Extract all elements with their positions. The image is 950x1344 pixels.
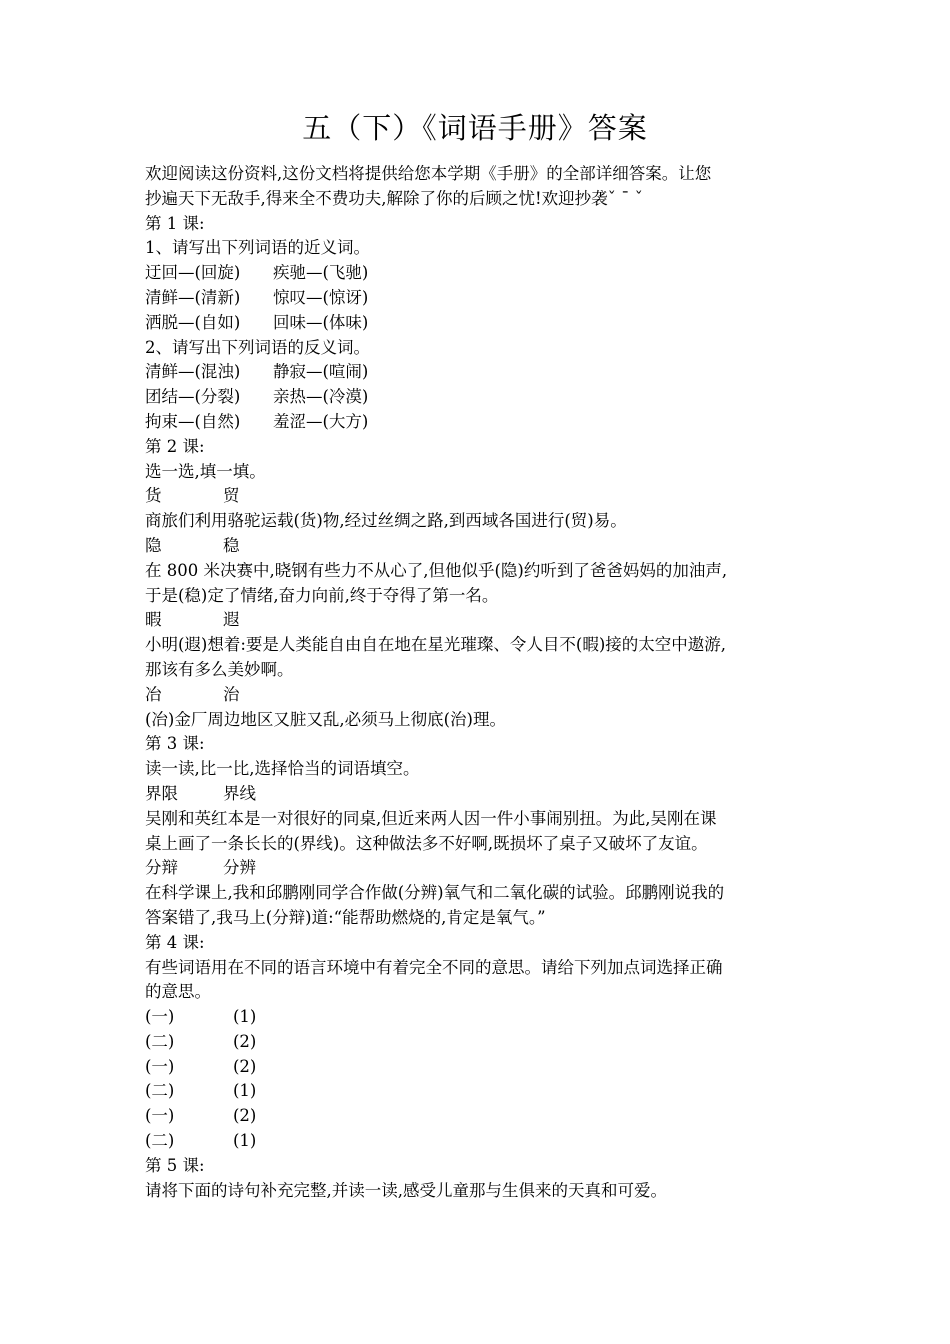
lesson-1-question-2: 2、请写出下列词语的反义词。 xyxy=(145,337,370,357)
lesson-2-instruction: 选一选,填一填。 xyxy=(145,461,266,481)
answer-choice: (2) xyxy=(233,1056,257,1076)
lesson-1-heading: 第 1 课: xyxy=(145,213,205,233)
lesson-4-instruction: 的意思。 xyxy=(145,982,211,1002)
antonym-pair: 羞涩—(大方) xyxy=(273,411,369,431)
answer-choice: (1) xyxy=(233,1081,257,1101)
synonym-pair: 惊叹—(惊讶) xyxy=(273,287,369,307)
answer-sentence: 答案错了,我马上(分辩)道:“能帮助燃烧的,肯定是氧气。” xyxy=(145,907,546,927)
lesson-3-instruction: 读一读,比一比,选择恰当的词语填空。 xyxy=(145,759,420,779)
lesson-5-instruction: 请将下面的诗句补充完整,并读一读,感受儿童那与生俱来的天真和可爱。 xyxy=(145,1180,667,1200)
lesson-1-question-1: 1、请写出下列词语的近义词。 xyxy=(145,238,370,258)
antonym-pair: 清鲜—(混浊) xyxy=(145,362,241,382)
answer-group: (一) xyxy=(145,1106,175,1126)
answer-choice: (2) xyxy=(233,1031,257,1051)
answer-sentence: 那该有多么美妙啊。 xyxy=(145,659,294,679)
lesson-5-heading: 第 5 课: xyxy=(145,1155,205,1175)
lesson-2-heading: 第 2 课: xyxy=(145,436,205,456)
word-option: 分辩 xyxy=(145,858,178,878)
word-option: 界限 xyxy=(145,783,178,803)
word-option: 隐 xyxy=(145,535,162,555)
intro-line-2: 抄遍天下无敌手,得来全不费功夫,解除了你的后顾之忧!欢迎抄袭ˇ ˉ ˇ xyxy=(145,188,643,208)
word-option: 冶 xyxy=(145,684,162,704)
meaning-answer-row xyxy=(145,1005,810,1030)
answer-sentence: 小明(遐)想着:要是人类能自由自在地在星光璀璨、令人目不(暇)接的太空中遨游, xyxy=(145,635,727,655)
synonym-row xyxy=(145,286,810,311)
meaning-answer-row xyxy=(145,1129,810,1154)
answer-sentence: (冶)金厂周边地区又脏又乱,必须马上彻底(治)理。 xyxy=(145,709,506,729)
lesson-4-heading: 第 4 课: xyxy=(145,932,205,952)
synonym-row xyxy=(145,261,810,286)
antonym-pair: 静寂—(喧闹) xyxy=(273,362,369,382)
answer-sentence: 商旅们利用骆驼运载(货)物,经过丝绸之路,到西域各国进行(贸)易。 xyxy=(145,511,627,531)
antonym-row xyxy=(145,410,810,435)
antonym-pair: 拘束—(自然) xyxy=(145,411,241,431)
word-option: 贸 xyxy=(223,486,240,506)
antonym-pair: 团结—(分裂) xyxy=(145,387,241,407)
document-body xyxy=(145,162,810,1203)
answer-group: (二) xyxy=(145,1081,175,1101)
meaning-answer-row xyxy=(145,1055,810,1080)
answer-choice: (1) xyxy=(233,1131,257,1151)
word-option: 遐 xyxy=(223,610,240,630)
meaning-answer-row xyxy=(145,1104,810,1129)
answer-sentence: 在科学课上,我和邱鹏刚同学合作做(分辨)氧气和二氧化碳的试验。邱鹏刚说我的 xyxy=(145,883,725,903)
synonym-row xyxy=(145,311,810,336)
word-choice-row xyxy=(145,782,810,807)
answer-choice: (1) xyxy=(233,1007,257,1027)
word-option: 货 xyxy=(145,486,162,506)
answer-group: (一) xyxy=(145,1056,175,1076)
word-choice-row xyxy=(145,534,810,559)
synonym-pair: 迂回—(回旋) xyxy=(145,263,241,283)
synonym-pair: 洒脱—(自如) xyxy=(145,312,241,332)
answer-sentence: 吴刚和英红本是一对很好的同桌,但近来两人因一件小事闹别扭。为此,吴刚在课 xyxy=(145,808,717,828)
lesson-4-instruction: 有些词语用在不同的语言环境中有着完全不同的意思。请给下列加点词选择正确 xyxy=(145,957,723,977)
word-choice-row xyxy=(145,856,810,881)
document-title: 五（下）《词语手册》答案 xyxy=(302,111,648,145)
meaning-answer-row xyxy=(145,1079,810,1104)
meaning-answer-row xyxy=(145,1030,810,1055)
answer-sentence: 桌上画了一条长长的(界线)。这种做法多不好啊,既损坏了桌子又破坏了友谊。 xyxy=(145,833,708,853)
answer-group: (二) xyxy=(145,1131,175,1151)
answer-sentence: 在 800 米决赛中,晓钢有些力不从心了,但他似乎(隐)约听到了爸爸妈妈的加油声, xyxy=(145,560,728,580)
antonym-pair: 亲热—(冷漠) xyxy=(273,387,369,407)
word-choice-row xyxy=(145,608,810,633)
word-option: 分辨 xyxy=(223,858,256,878)
word-choice-row xyxy=(145,484,810,509)
word-option: 稳 xyxy=(223,535,240,555)
answer-sentence: 于是(稳)定了情绪,奋力向前,终于夺得了第一名。 xyxy=(145,585,499,605)
antonym-row xyxy=(145,360,810,385)
answer-group: (一) xyxy=(145,1007,175,1027)
answer-group: (二) xyxy=(145,1031,175,1051)
word-choice-row xyxy=(145,683,810,708)
word-option: 界线 xyxy=(223,783,256,803)
synonym-pair: 疾驰—(飞驰) xyxy=(273,263,369,283)
synonym-pair: 清鲜—(清新) xyxy=(145,287,241,307)
lesson-3-heading: 第 3 课: xyxy=(145,734,205,754)
intro-line-1: 欢迎阅读这份资料,这份文档将提供给您本学期《手册》的全部详细答案。让您 xyxy=(145,164,712,183)
word-option: 治 xyxy=(223,684,240,704)
word-option: 暇 xyxy=(145,610,162,630)
answer-choice: (2) xyxy=(233,1106,257,1126)
synonym-pair: 回味—(体味) xyxy=(273,312,369,332)
antonym-row xyxy=(145,385,810,410)
